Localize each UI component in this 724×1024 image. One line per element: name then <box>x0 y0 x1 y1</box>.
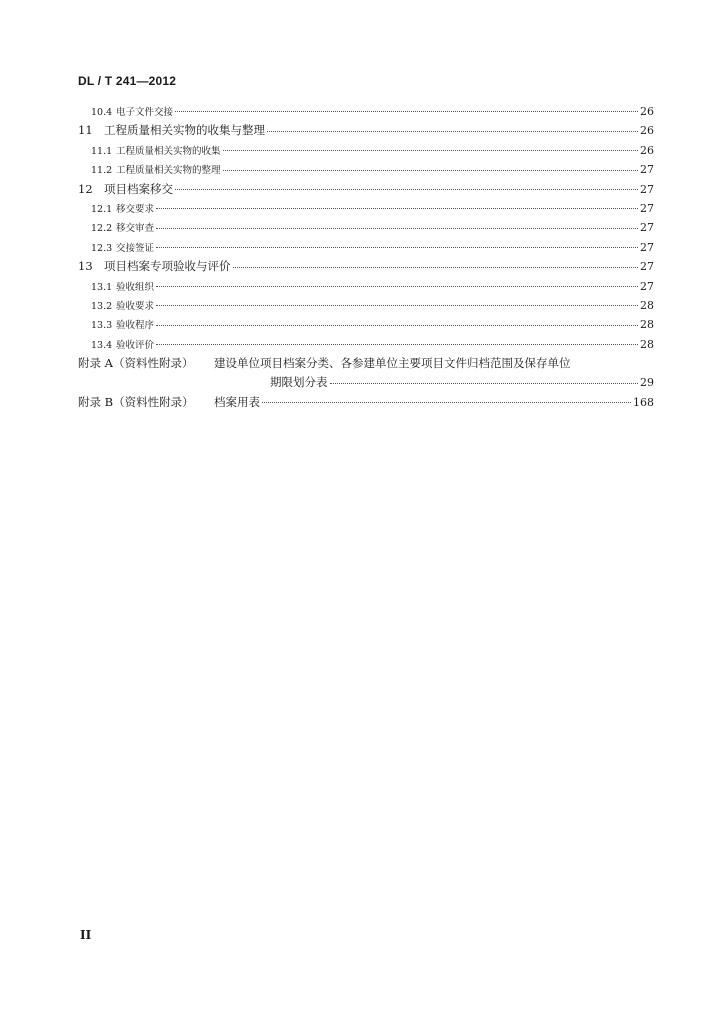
appendix-title: 档案用表 <box>214 394 260 409</box>
page-number: 27 <box>640 240 654 254</box>
appendix-label: 附录 A（资料性附录） <box>78 356 194 371</box>
page-number: 27 <box>640 221 654 235</box>
page-number: 29 <box>640 376 654 390</box>
section-title: 工程质量相关实物的收集 <box>116 145 221 157</box>
toc-appendix-a[interactable] <box>78 354 654 373</box>
toc-entries <box>78 102 654 354</box>
section-title: 电子文件交接 <box>116 107 174 118</box>
page-number: 28 <box>640 298 654 312</box>
dot-leader <box>156 227 638 229</box>
page-number: 27 <box>640 182 654 196</box>
toc-entry[interactable] <box>78 160 654 179</box>
section-number: 11.2 <box>91 165 113 177</box>
page-number: 26 <box>640 105 654 118</box>
section-number: 13.3 <box>91 320 113 332</box>
dot-leader <box>156 343 638 345</box>
toc-appendix-b[interactable] <box>78 393 654 412</box>
section-number: 10.4 <box>91 107 113 118</box>
section-number: 13.2 <box>91 300 113 312</box>
section-number: 11.1 <box>91 145 113 157</box>
section-title: 验收要求 <box>116 300 155 312</box>
section-number: 12.1 <box>91 203 113 215</box>
dot-leader <box>267 130 638 132</box>
dot-leader <box>223 169 638 171</box>
toc-entry[interactable] <box>78 180 654 199</box>
toc-entry[interactable] <box>78 141 654 160</box>
toc-entry[interactable] <box>78 218 654 237</box>
dot-leader <box>330 382 639 384</box>
section-title: 验收程序 <box>116 320 155 332</box>
dot-leader <box>156 285 638 287</box>
section-number: 12.2 <box>91 223 113 235</box>
page-number: 168 <box>633 395 654 409</box>
dot-leader <box>156 207 638 209</box>
section-number: 13.1 <box>91 281 113 293</box>
page-number: 27 <box>640 279 654 293</box>
appendix-label: 附录 B（资料性附录） <box>78 394 194 409</box>
toc-entry[interactable] <box>78 257 654 276</box>
dot-leader <box>156 324 638 326</box>
toc-entry[interactable] <box>78 199 654 218</box>
page-number: 26 <box>640 124 654 138</box>
page-number: 26 <box>640 143 654 157</box>
dot-leader <box>156 304 638 306</box>
toc-entry[interactable] <box>78 102 654 121</box>
dot-leader <box>175 188 638 190</box>
section-number: 12 <box>78 181 93 196</box>
toc-entry[interactable] <box>78 238 654 257</box>
section-title: 项目档案移交 <box>104 181 173 196</box>
toc-entry[interactable] <box>78 335 654 354</box>
toc-entry[interactable] <box>78 277 654 296</box>
section-title: 移交要求 <box>116 203 155 215</box>
section-title: 验收组织 <box>116 281 155 293</box>
toc-entry[interactable] <box>78 296 654 315</box>
section-number: 12.3 <box>91 242 113 254</box>
document-code: DL / T 241—2012 <box>78 74 177 88</box>
page-number: 28 <box>640 337 654 351</box>
dot-leader <box>156 246 638 248</box>
section-title: 工程质量相关实物的整理 <box>116 165 221 177</box>
section-title: 工程质量相关实物的收集与整理 <box>104 123 265 138</box>
table-of-contents <box>78 102 654 412</box>
page-number: 27 <box>640 163 654 177</box>
section-number: 11 <box>78 123 93 138</box>
dot-leader <box>262 401 631 403</box>
section-title: 移交审查 <box>116 223 155 235</box>
section-number: 13 <box>78 259 93 274</box>
appendix-title-continued: 期限划分表 <box>270 375 328 390</box>
dot-leader <box>175 110 638 112</box>
toc-entry[interactable] <box>78 121 654 140</box>
dot-leader <box>233 266 639 268</box>
section-number: 13.4 <box>91 339 113 351</box>
page-number: 27 <box>640 201 654 215</box>
section-title: 交接签证 <box>116 242 155 254</box>
footer-page-number: II <box>80 928 92 942</box>
dot-leader <box>223 149 638 151</box>
page-number: 28 <box>640 318 654 332</box>
section-title: 验收评价 <box>116 339 155 351</box>
toc-entry[interactable] <box>78 315 654 334</box>
toc-appendix-a-continuation[interactable] <box>78 373 654 392</box>
section-title: 项目档案专项验收与评价 <box>104 259 231 274</box>
appendix-title: 建设单位项目档案分类、各参建单位主要项目文件归档范围及保存单位 <box>214 356 571 371</box>
page-number: 27 <box>640 260 654 274</box>
